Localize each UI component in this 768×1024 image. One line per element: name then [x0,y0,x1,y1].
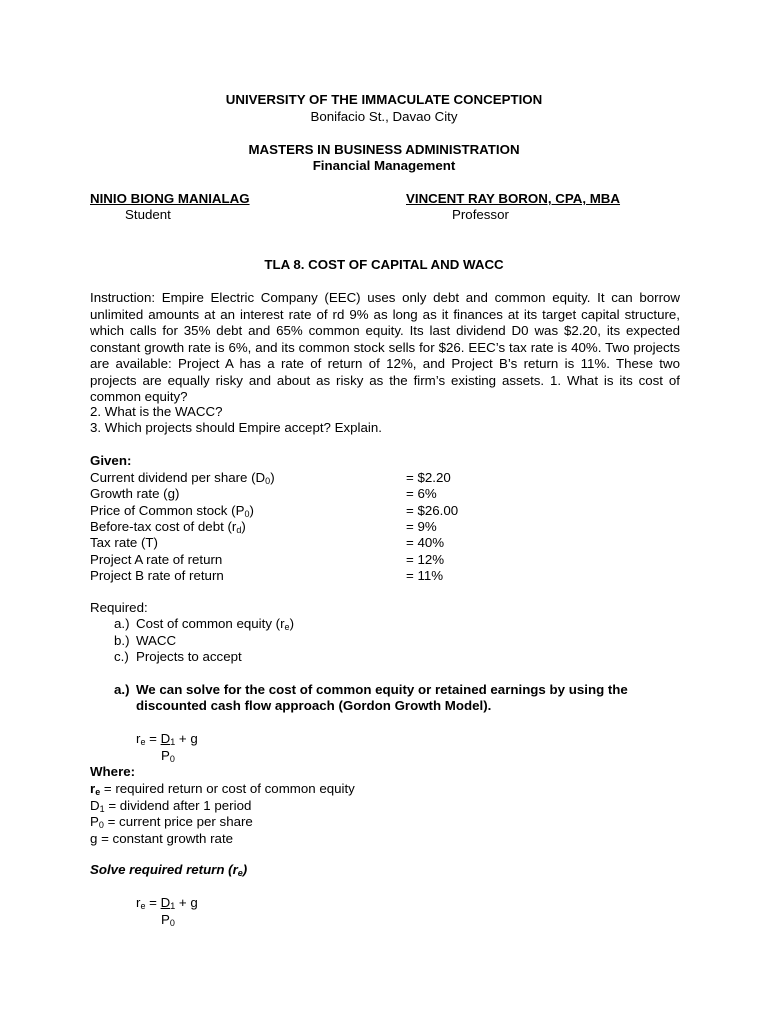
given-label-sub: d [236,524,242,535]
given-label-text: Price of Common stock (P [90,502,245,518]
given-row [90,486,690,503]
course-name: Financial Management [312,158,456,173]
required-item [136,616,294,633]
question-2: 2. What is the WACC? [90,404,223,419]
solve-formula-numerator [136,895,198,912]
where-symbol: D [90,797,100,813]
formula2-lhs-sub: e [140,901,146,911]
given-value: = $26.00 [406,502,459,518]
given-row [90,552,690,569]
required-item-text: Cost of common equity (r [136,616,285,631]
formula-lhs-sub: e [140,737,146,747]
given-label-text: Project B rate of return [90,567,224,583]
required-item-sub: e [284,622,290,632]
where-symbol-sub: 0 [98,820,104,830]
where-definition [90,814,253,831]
formula-den: P [161,748,170,763]
university-name: UNIVERSITY OF THE IMMACULATE CONCEPTION [225,92,543,107]
given-label [90,470,275,487]
part-a-line-1: We can solve for the cost of common equity or retained earnings by using the [136,682,628,697]
given-label-text: Current dividend per share (D [90,470,266,485]
student-role: Student [125,207,171,222]
formula-lhs: r [136,731,141,746]
given-heading: Given: [90,453,132,468]
formula-num-sub: 1 [170,737,176,747]
given-value: = 6% [406,486,437,502]
part-a-marker: a.) [114,682,130,697]
where-symbol-sub: e [95,787,101,797]
given-row [90,470,690,487]
where-symbol: r [90,781,96,796]
solve-formula-denominator [161,912,175,929]
required-item-marker: a.) [114,616,130,631]
formula-den-sub: 0 [169,754,175,764]
required-item-text: WACC [136,632,177,648]
given-label-text: Project A rate of return [90,551,223,567]
formula-eq: = [145,731,161,746]
university-address: Bonifacio St., Davao City [310,109,458,124]
given-value: = 40% [406,535,445,551]
given-row [90,519,690,536]
instruction-paragraph: Instruction: Empire Electric Company (EEC) uses only debt and common equity. It can borrow unlimited amounts at an interest rate of rd 9% as long as it finances at its target capital structure, which calls for 35% debt and 65% common equity. Its last dividend D0 was $2.20, its expected constant growth rate is 6%, and its common stock sells for $26. EEC’s tax rate is 40%. Two projects are available: Project A has a rate of return of 12%, and Project B’s return is 11%. These two projects are equally risky and about as risky as the firm’s existing assets. 1. What is its cost of common equity? [90,290,680,404]
where-text: = dividend after 1 period [104,797,252,813]
formula-num: D [160,731,171,746]
required-item-suffix: ) [289,616,294,631]
given-row [90,568,690,585]
given-row [90,503,690,520]
solve-heading-sub: e [237,868,243,878]
given-label [90,503,254,520]
given-label [90,568,224,585]
where-heading: Where: [90,764,136,779]
formula2-num: D [160,895,171,910]
formula2-lhs: r [136,895,141,910]
given-label-text: Growth rate (g) [90,486,180,502]
solve-heading-suffix: ) [242,862,248,877]
where-symbol: P [90,814,99,829]
given-value: = $2.20 [406,470,451,485]
student-name: NINIO BIONG MANIALAG [90,191,250,206]
given-label-text: Before-tax cost of debt (r [90,518,237,534]
where-definition [90,831,233,848]
given-label-text: Tax rate (T) [90,535,158,551]
given-label-suffix: ) [241,518,246,534]
required-item [136,633,176,650]
where-symbol-sub: 1 [99,803,105,814]
given-label-sub: 0 [265,476,271,486]
required-item-text: Projects to accept [136,649,242,664]
required-item-marker: b.) [114,632,130,648]
formula2-eq: = [145,895,161,910]
given-label [90,552,222,569]
required-item [136,649,242,666]
where-symbol: g [90,830,98,846]
given-label-suffix: ) [249,502,254,518]
given-value: = 11% [406,567,444,583]
required-item-marker: c.) [114,649,129,664]
where-text: = constant growth rate [97,830,234,846]
assignment-title: TLA 8. COST OF CAPITAL AND WACC [264,257,504,272]
where-definition [90,781,355,798]
solve-heading-text: Solve required return (r [90,862,238,877]
where-text: = current price per share [103,814,253,829]
gordon-formula-denominator [161,748,175,765]
given-value: = 12% [406,551,445,567]
formula-plus: + g [175,731,198,746]
part-a-line-2: discounted cash flow approach (Gordon Growth Model). [136,698,492,713]
required-heading: Required: [90,600,148,615]
question-3: 3. Which projects should Empire accept? Explain. [90,420,382,435]
program-name: MASTERS IN BUSINESS ADMINISTRATION [248,142,520,157]
gordon-formula-numerator [136,731,198,748]
given-label [90,535,158,552]
professor-role: Professor [452,207,509,222]
given-value: = 9% [406,518,437,534]
where-definition [90,798,251,815]
given-label-suffix: ) [270,470,275,485]
given-label-sub: 0 [244,508,250,519]
given-row [90,535,690,552]
formula2-den: P [161,912,170,927]
formula2-den-sub: 0 [169,918,175,928]
formula2-num-sub: 1 [170,901,176,911]
given-label [90,486,179,503]
solve-heading [90,862,247,879]
formula2-plus: + g [175,895,198,910]
where-text: = required return or cost of common equity [100,781,355,796]
given-label [90,519,246,536]
professor-name: VINCENT RAY BORON, CPA, MBA [406,191,621,206]
